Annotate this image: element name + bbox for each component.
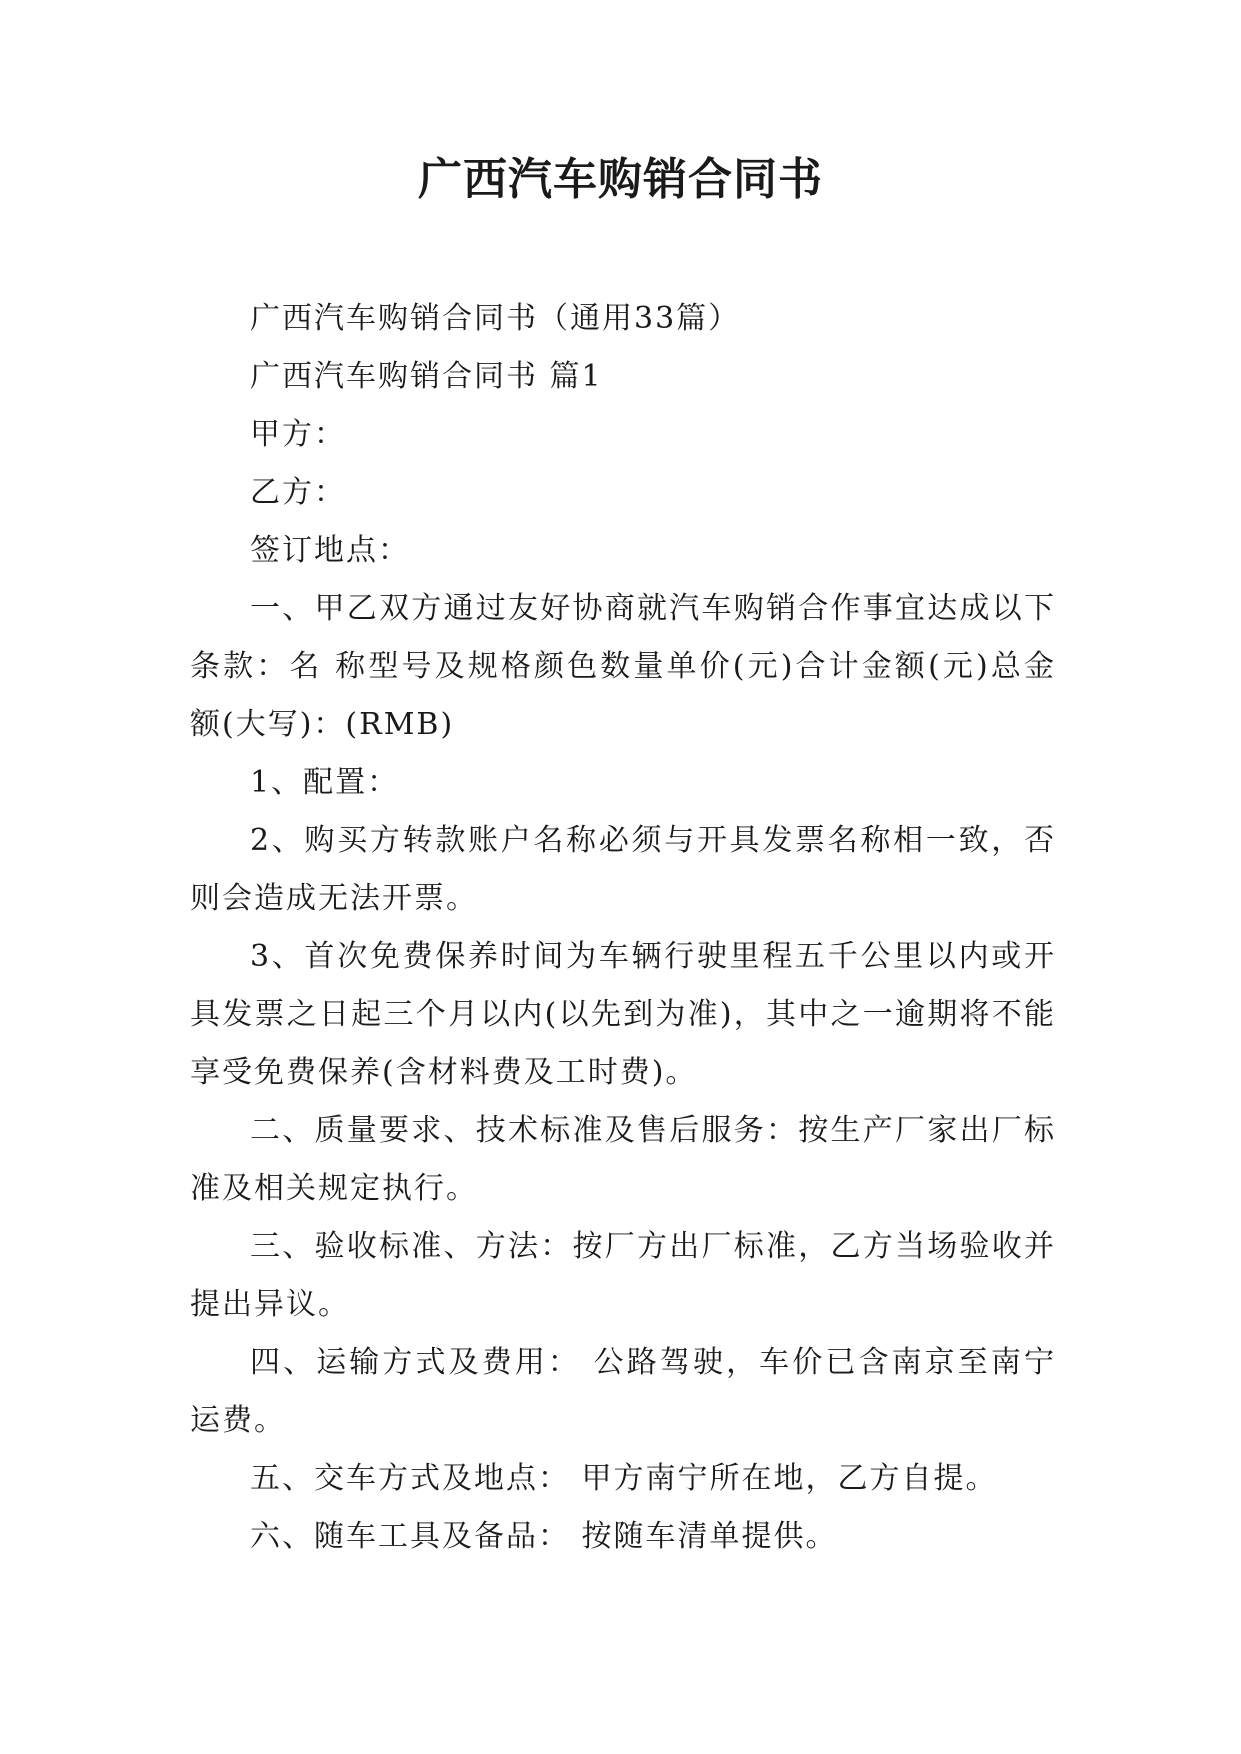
paragraph-part-title: 广西汽车购销合同书 篇1: [250, 359, 603, 394]
paragraph-party-b: 乙方：: [250, 475, 346, 510]
paragraph-item-free-maintenance: 3、首次免费保养时间为车辆行驶里程五千公里以内或开具发票之日起三个月以内(以先到为准)，其中之一逾期将不能享受免费保养(含材料费及工时费)。: [190, 939, 1056, 1090]
document-body: [190, 290, 1056, 1566]
paragraph-item-payment-account: 2、购买方转款账户名称必须与开具发票名称相一致，否则会造成无法开票。: [190, 823, 1056, 916]
paragraph-clause-5-delivery: 五、交车方式及地点： 甲方南宁所在地，乙方自提。: [250, 1461, 998, 1496]
document-title: 广西汽车购销合同书: [418, 154, 823, 205]
paragraph-clause-3-acceptance: 三、验收标准、方法：按厂方出厂标准，乙方当场验收并提出异议。: [190, 1229, 1056, 1322]
paragraph-party-a: 甲方：: [250, 417, 346, 452]
paragraph-clause-2-quality: 二、质量要求、技术标准及售后服务：按生产厂家出厂标准及相关规定执行。: [190, 1113, 1056, 1206]
paragraph-clause-4-transport: 四、运输方式及费用： 公路驾驶，车价已含南京至南宁运费。: [190, 1345, 1056, 1438]
paragraph-signing-place: 签订地点：: [250, 533, 410, 568]
paragraph-clause-1: 一、甲乙双方通过友好协商就汽车购销合作事宜达成以下条款：名 称型号及规格颜色数量单价(元)合计金额(元)总金额(大写)：(RMB): [190, 591, 1056, 742]
paragraph-collection-title: 广西汽车购销合同书（通用33篇）: [250, 301, 741, 336]
paragraph-clause-6-tools: 六、随车工具及备品： 按随车清单提供。: [250, 1519, 838, 1554]
paragraph-item-configuration: 1、配置：: [250, 765, 400, 800]
